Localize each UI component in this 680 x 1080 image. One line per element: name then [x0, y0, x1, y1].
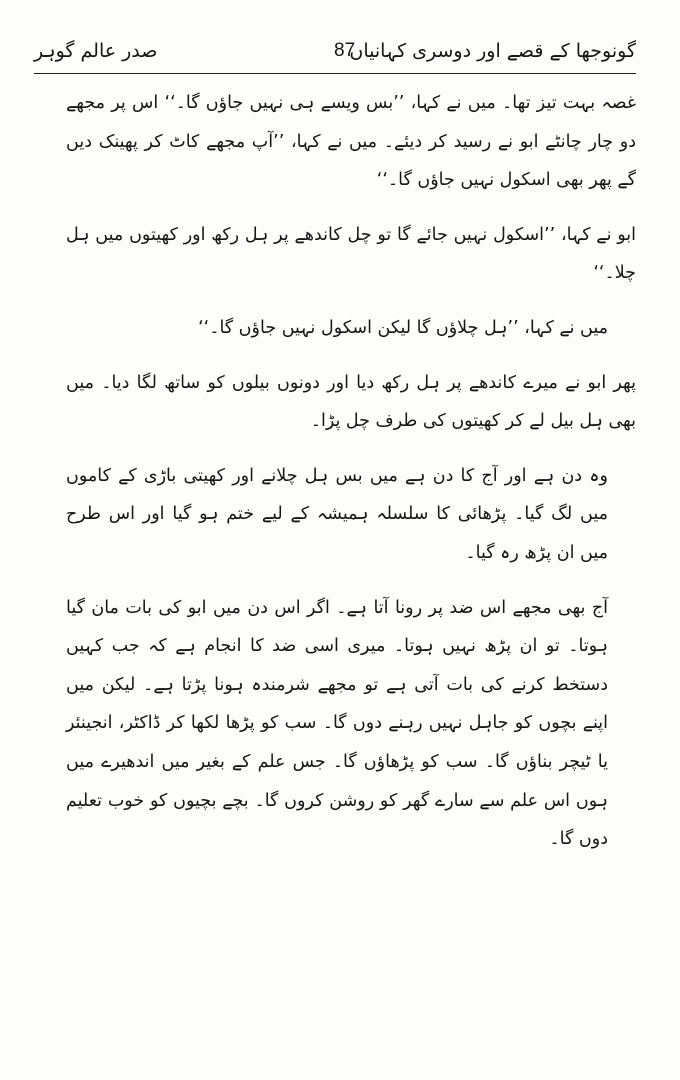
page-number: 87 [334, 40, 356, 61]
header-rule [34, 73, 636, 74]
author-name: صدر عالم گوہر [34, 40, 158, 62]
body-text [66, 84, 636, 859]
book-title: گونوجھا کے قصے اور دوسری کہانیاں [349, 40, 636, 62]
paragraph: ابو نے کہا، ’’اسکول نہیں جائے گا تو چل کاندھے پر ہل رکھ اور کھیتوں میں ہل چلا۔‘‘ [66, 224, 636, 284]
paragraph: پھر ابو نے میرے کاندھے پر ہل رکھ دیا اور دونوں بیلوں کو ساتھ لگا دیا۔ میں بھی ہل بیل لے کر کھیتوں کی طرف چل پڑا۔ [66, 372, 636, 432]
paragraph: وہ دن ہے اور آج کا دن ہے میں بس ہل چلانے اور کھیتی باڑی کے کاموں میں لگ گیا۔ پڑھائی کا سلسلہ ہمیشہ کے لیے ختم ہو گیا اور اس طرح میں ان پڑھ رہ گیا۔ [66, 465, 608, 563]
paragraph: میں نے کہا، ’’ہل چلاؤں گا لیکن اسکول نہیں جاؤں گا۔‘‘ [198, 317, 608, 338]
paragraph: غصہ بہت تیز تھا۔ میں نے کہا، ’’بس ویسے ہی نہیں جاؤں گا۔‘‘ اس پر مجھے دو چار چانٹے ابو نے رسید کر دیئے۔ میں نے کہا، ’’آپ مجھے کاٹ کر پھینک دیں گے پھر بھی اسکول نہیں جاؤں گا۔‘‘ [66, 93, 636, 191]
running-header [34, 30, 636, 74]
paragraph: آج بھی مجھے اس ضد پر رونا آتا ہے۔ اگر اس دن میں ابو کی بات مان گیا ہوتا۔ تو ان پڑھ نہیں ہوتا۔ میری اسی ضد کا انجام ہے کہ جب کہیں دستخط کرنے کی بات آتی ہے تو مجھے شرمندہ ہونا پڑتا ہے۔ لیکن میں اپنے بچوں کو جاہل نہیں رہنے دوں گا۔ سب کو پڑھا لکھا کر ڈاکٹر، انجینئر یا ٹیچر بناؤں گا۔ سب کو پڑھاؤں گا۔ جس علم کے بغیر میں اندھیرے میں ہوں اس علم سے سارے گھر کو روشن کروں گا۔ بچے بچیوں کو خوب تعلیم دوں گا۔ [66, 597, 608, 850]
